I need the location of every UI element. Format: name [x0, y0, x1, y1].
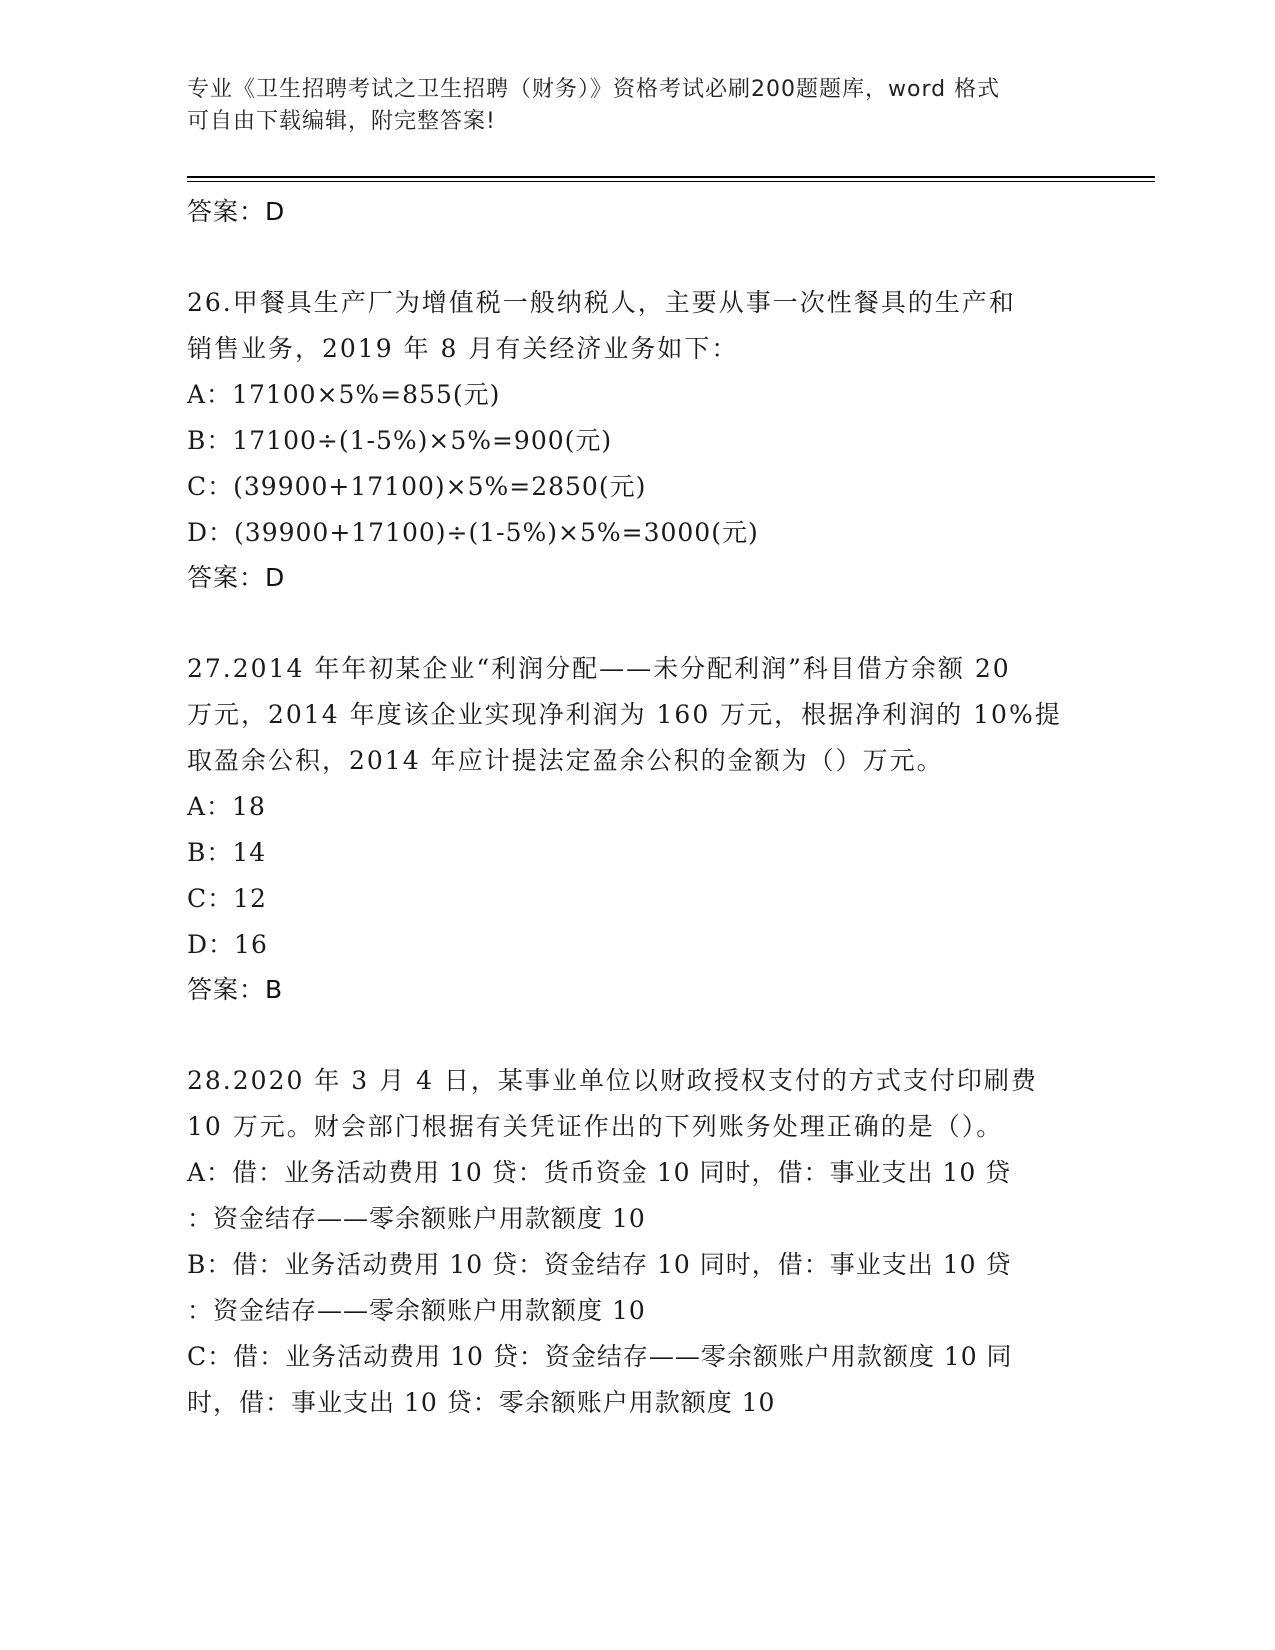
option-b: B：17100÷(1-5%)×5%=900(元)	[187, 426, 613, 455]
question-28	[187, 1058, 1087, 1426]
question-text-line: 27.2014 年年初某企业“利润分配——未分配利润”科目借方余额 20	[187, 654, 1011, 683]
question-text-line: 26.甲餐具生产厂为增值税一般纳税人，主要从事一次性餐具的生产和	[187, 288, 1016, 317]
question-text-line: 28.2020 年 3 月 4 日，某事业单位以财政授权支付的方式支付印刷费	[187, 1066, 1038, 1095]
option-b-continued: ：资金结存——零余额账户用款额度 10	[187, 1296, 646, 1325]
answer-line: 答案：B	[187, 975, 284, 1004]
answer-line: 答案：D	[187, 197, 286, 226]
option-c: C：12	[187, 884, 267, 913]
spacer	[187, 1012, 1087, 1058]
question-text-line: 10 万元。财会部门根据有关凭证作出的下列账务处理正确的是（）。	[187, 1112, 1004, 1141]
option-a: A：借：业务活动费用 10 贷：货币资金 10 同时，借：事业支出 10 贷	[187, 1158, 1012, 1187]
spacer	[187, 600, 1087, 646]
header-divider-thin	[187, 181, 1155, 182]
header-divider-thick	[187, 176, 1155, 178]
option-b: B：借：业务活动费用 10 贷：资金结存 10 同时，借：事业支出 10 贷	[187, 1250, 1012, 1279]
question-27	[187, 646, 1087, 1012]
question-text-line: 销售业务，2019 年 8 月有关经济业务如下：	[187, 334, 739, 363]
option-c: C：(39900+17100)×5%=2850(元)	[187, 472, 647, 501]
option-d: D：16	[187, 930, 268, 959]
option-a: A：17100×5%=855(元)	[187, 380, 501, 409]
option-d: D：(39900+17100)÷(1-5%)×5%=3000(元)	[187, 518, 759, 547]
option-a: A：18	[187, 792, 266, 821]
header-line-1: 专业《卫生招聘考试之卫生招聘（财务）》资格考试必刷200题题库，word 格式	[187, 77, 1001, 102]
document-header	[187, 74, 1087, 138]
option-c-continued: 时，借：事业支出 10 贷：零余额账户用款额度 10	[187, 1388, 776, 1417]
question-text-line: 取盈余公积，2014 年应计提法定盈余公积的金额为（）万元。	[187, 746, 944, 775]
option-c: C：借：业务活动费用 10 贷：资金结存——零余额账户用款额度 10 同	[187, 1342, 1013, 1371]
question-text-line: 万元，2014 年度该企业实现净利润为 160 万元，根据净利润的 10%提	[187, 700, 1062, 729]
spacer	[187, 234, 1087, 280]
answer-line: 答案：D	[187, 563, 286, 592]
question-26	[187, 280, 1087, 600]
option-a-continued: ：资金结存——零余额账户用款额度 10	[187, 1204, 646, 1233]
document-body	[187, 190, 1087, 1426]
option-b: B：14	[187, 838, 267, 867]
header-line-2: 可自由下载编辑，附完整答案!	[187, 109, 496, 134]
